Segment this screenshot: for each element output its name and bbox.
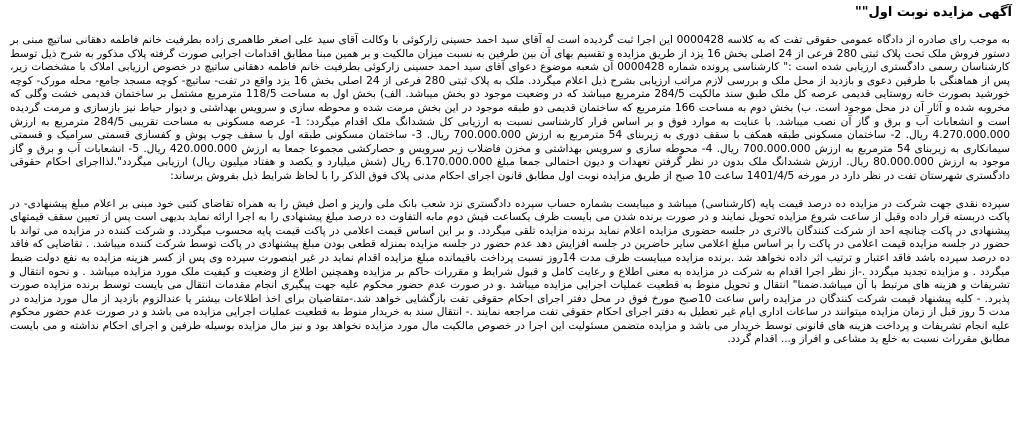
notice-paragraph-ruling: به موجب رای صادره از دادگاه عمومی حقوقی تفت که به کلاسه 0000428 این اجرا ثبت گردیده است له آقای سید احمد حسینی زارکوئی با وکالت آقای سید علی اصغر طاهمری زاده بطرفیت خانم فاطمه دهقانی ساتیچ مبنی بر دستور فروش ملک تحت پلاک ثبتی 280 فرعی از 24 اصلی بخش 16 یزد از طریق مزایده و تقسیم بهای آن بین طرفین به نسبت میزان مالکیت و بر همین مبنا مطابق اقدامات اجرایی صورت گرفته پلاک مذکور به شرح ذیل توسط کارشناسان رسمی دادگستری ارزیابی شده است :" کارشناسی پرونده شماره 0000428 آن شعبه موضوع دعوای آقای سید احمد حسینی زارکوئی بطرفیت خانم فاطمه دهقانی ساتیچ در خصوص ارزیابی املاک با مشخصات زیر، پس از هماهنگی با طرفین دعوی و بازدید از محل ملک و بررسی لازم مراتب ارزیابی بشرح ذیل اعلام میگردد. ملک به پلاک ثبتی 280 فرعی از 24 اصلی بخش 16 یزد واقع در تفت- ساتیچ- کوچه مسجد جامع- محله مورک- کوچه خورشید بصورت خانه روستایی قدیمی عرصه کل ملک طبق سند مالکیت 284/5 مترمربع میباشد که در وضعیت موجود دو بخش میباشد. الف) بخش اول به مساحت 118/5 مترمربع مشتمل بر ساختمان قدیمی خشت وگلی که مخروبه شده و آثار آن در محل موجود است. ب) بخش دوم به مساحت 166 مترمربع که ساختمان قدیمی دو طبقه موجود در این بخش مرمت شده و محوطه سازی و سرویس بهداشتی و دیوار حیاط نیز بازسازی و مرمت گردیده است و انشعابات آب و برق و گاز آن نصب میباشد. با عنایت به موارد فوق و بر اساس قرار کارشناسی نسبت به ارزیابی کل ششدانگ ملک اقدام میگردد: 1- عرصه مسکونی به مساحت تقریبی 284/5 مترمربع به ارزش 4.270.000.000 ریال. 2- ساختمان مسکونی طبقه همکف با سقف دوری به زیربنای 54 مترمربع به ارزش 700.000.000 ریال. 3- ساختمان مسکونی طبقه اول با سقف چوب پوش و کفسازی قسمتی سرامیک و قسمتی سیمانکاری به زیربنای 54 مترمربع به ارزش 700.000.000 ریال. 4- محوطه سازی و سرویس بهداشتی و مخزن فاضلاب زیر سرویس و حصارکشی مجموعا جمعا به ارزش 420.000.000 ریال. 5- انشعابات آب و برق و گاز موجود به ارزش 80.000.000 ریال. ارزش ششدانگ ملک بدون در نظر گرفتن تعهدات و دیون احتمالی جمعا مبلغ 6.170.000.000 ریال (شش میلیارد و یکصد و هفتاد میلیون ریال) ارزیابی میگردد".لذااجرای احکام حقوقی دادگستری شهرستان تفت در نظر دارد در مورخه 1401/4/5 ساعت 10 صبح از طریق مزایده نوبت اول مطابق قانون اجرای احکام مدنی پلاک فوق الذکر را با لحاظ شرایط ذیل بفروش برساند: [10, 34, 1011, 182]
paragraph-gap [10, 184, 1014, 198]
notice-paragraph-conditions: سپرده نقدی جهت شرکت در مزایده ده درصد قیمت پایه (کارشناسی) میباشد و میبایست بشماره حساب سپرده دادگستری نزد شعب بانک ملی واریز و اصل فیش را به همراه تقاضای کتبی خود مبنی بر اعلام مبلغ پیشنهادی- در پاکت دربسته قرار داده وقبل از ساعت شروع مزایده تحویل نمایند و در صورت برنده شدن می بایست ظرف یکساعت فیش دوم مابه التفاوت ده درصد مبلغ پیشنهادی را به اجرا ارائه نماید بدیهی است پس از تعیین سقف قیمتهای پیشنهادی در پاکت چنانچه احد از شرکت کنندگان بالاتری در جلسه حضوری مزایده اعلام نماید برنده مزایده تلقی میگردد. و بر این اساس قیمت اعلامی در پاکت قیمت پایه محسوب میگردد. و شرکت کننده در مزایده می تواند با حضور در جلسه مزایده قیمت اعلامی در پاکت را بر اساس مبلغ اعلامی سایر حاضرین در جلسه افزایش دهد عدم حضور در جلسه مزایده بمنزله قطعی بودن مبلغ پیشنهادی در پاکت توسط شرکت کننده میباشد. . تقاضایی که فاقد ده درصد سپرده باشد فاقد اعتبار و ترتیب اثر داده نخواهد شد .برنده مزایده میبایست ظرف مدت 14روز نسبت پرداخت باقیمانده مبلغ مزایده اقدام نماید در غیر اینصورت سپرده وی پس از کسر هزینه مزایده به نفع دولت ضبط میگردد . و مزایده تجدید میگردد .-از نظر اجرا اقدام به شرکت در مزایده به معنی اطلاع و رعایت کامل و قبول شرایط و مقررات حاکم بر مزایده وهمچنین اطلاع از وضعیت و کیفیت ملک مورد مزایده میباشد . و نحوه انتقال و تشریفات و هزینه های مرتبط با آن میباشد.ضمنا" انتقال و تحویل منوط به قطعیت عملیات اجرایی مزایده میباشد .و در صورت عدم حضور محکوم علیه جهت پیگیری انجام مقدمات انتقال می بایست توسط برنده مزایده صورت پذیرد. - کلیه پیشنهاد قیمت شرکت کنندگان در مزایده راس ساعت 10صبح مورخ فوق در محل دفتر اجرای احکام حقوقی تفت بازگشایی خواهد شد.-متقاضیان برای اخذ اطلاعات بیشتر یا عندالزوم بازدید از مال مورد مزایده در مدت 5 روز قبل از زمان مزایده میتوانند در ساعات اداری ایام غیر تعطیل به دفتر اجرای احکام حقوقی تفت مراجعه نمایند .- انتقال سند به خریدار منوط به قطعیت عملیات اجرایی مزایده می باشد و در صورت عدم حضور محکوم علیه انجام تشریفات و پرداخت هزینه های قانونی توسط خریدار می باشد و مزایده متضمن مسئولیت این اجرا در خصوص مالکیت مال مورد مزایده نخواهد بود و نیز مال مزایده بوسیله طرفین و اجرای احکام نداشته و می بایست مطابق مقررات نسبت به خلع ید مشاعی و افراز و... اقدام گردد. [10, 197, 1011, 346]
notice-title: آگهی مزایده نوبت اول"" [854, 5, 1012, 20]
